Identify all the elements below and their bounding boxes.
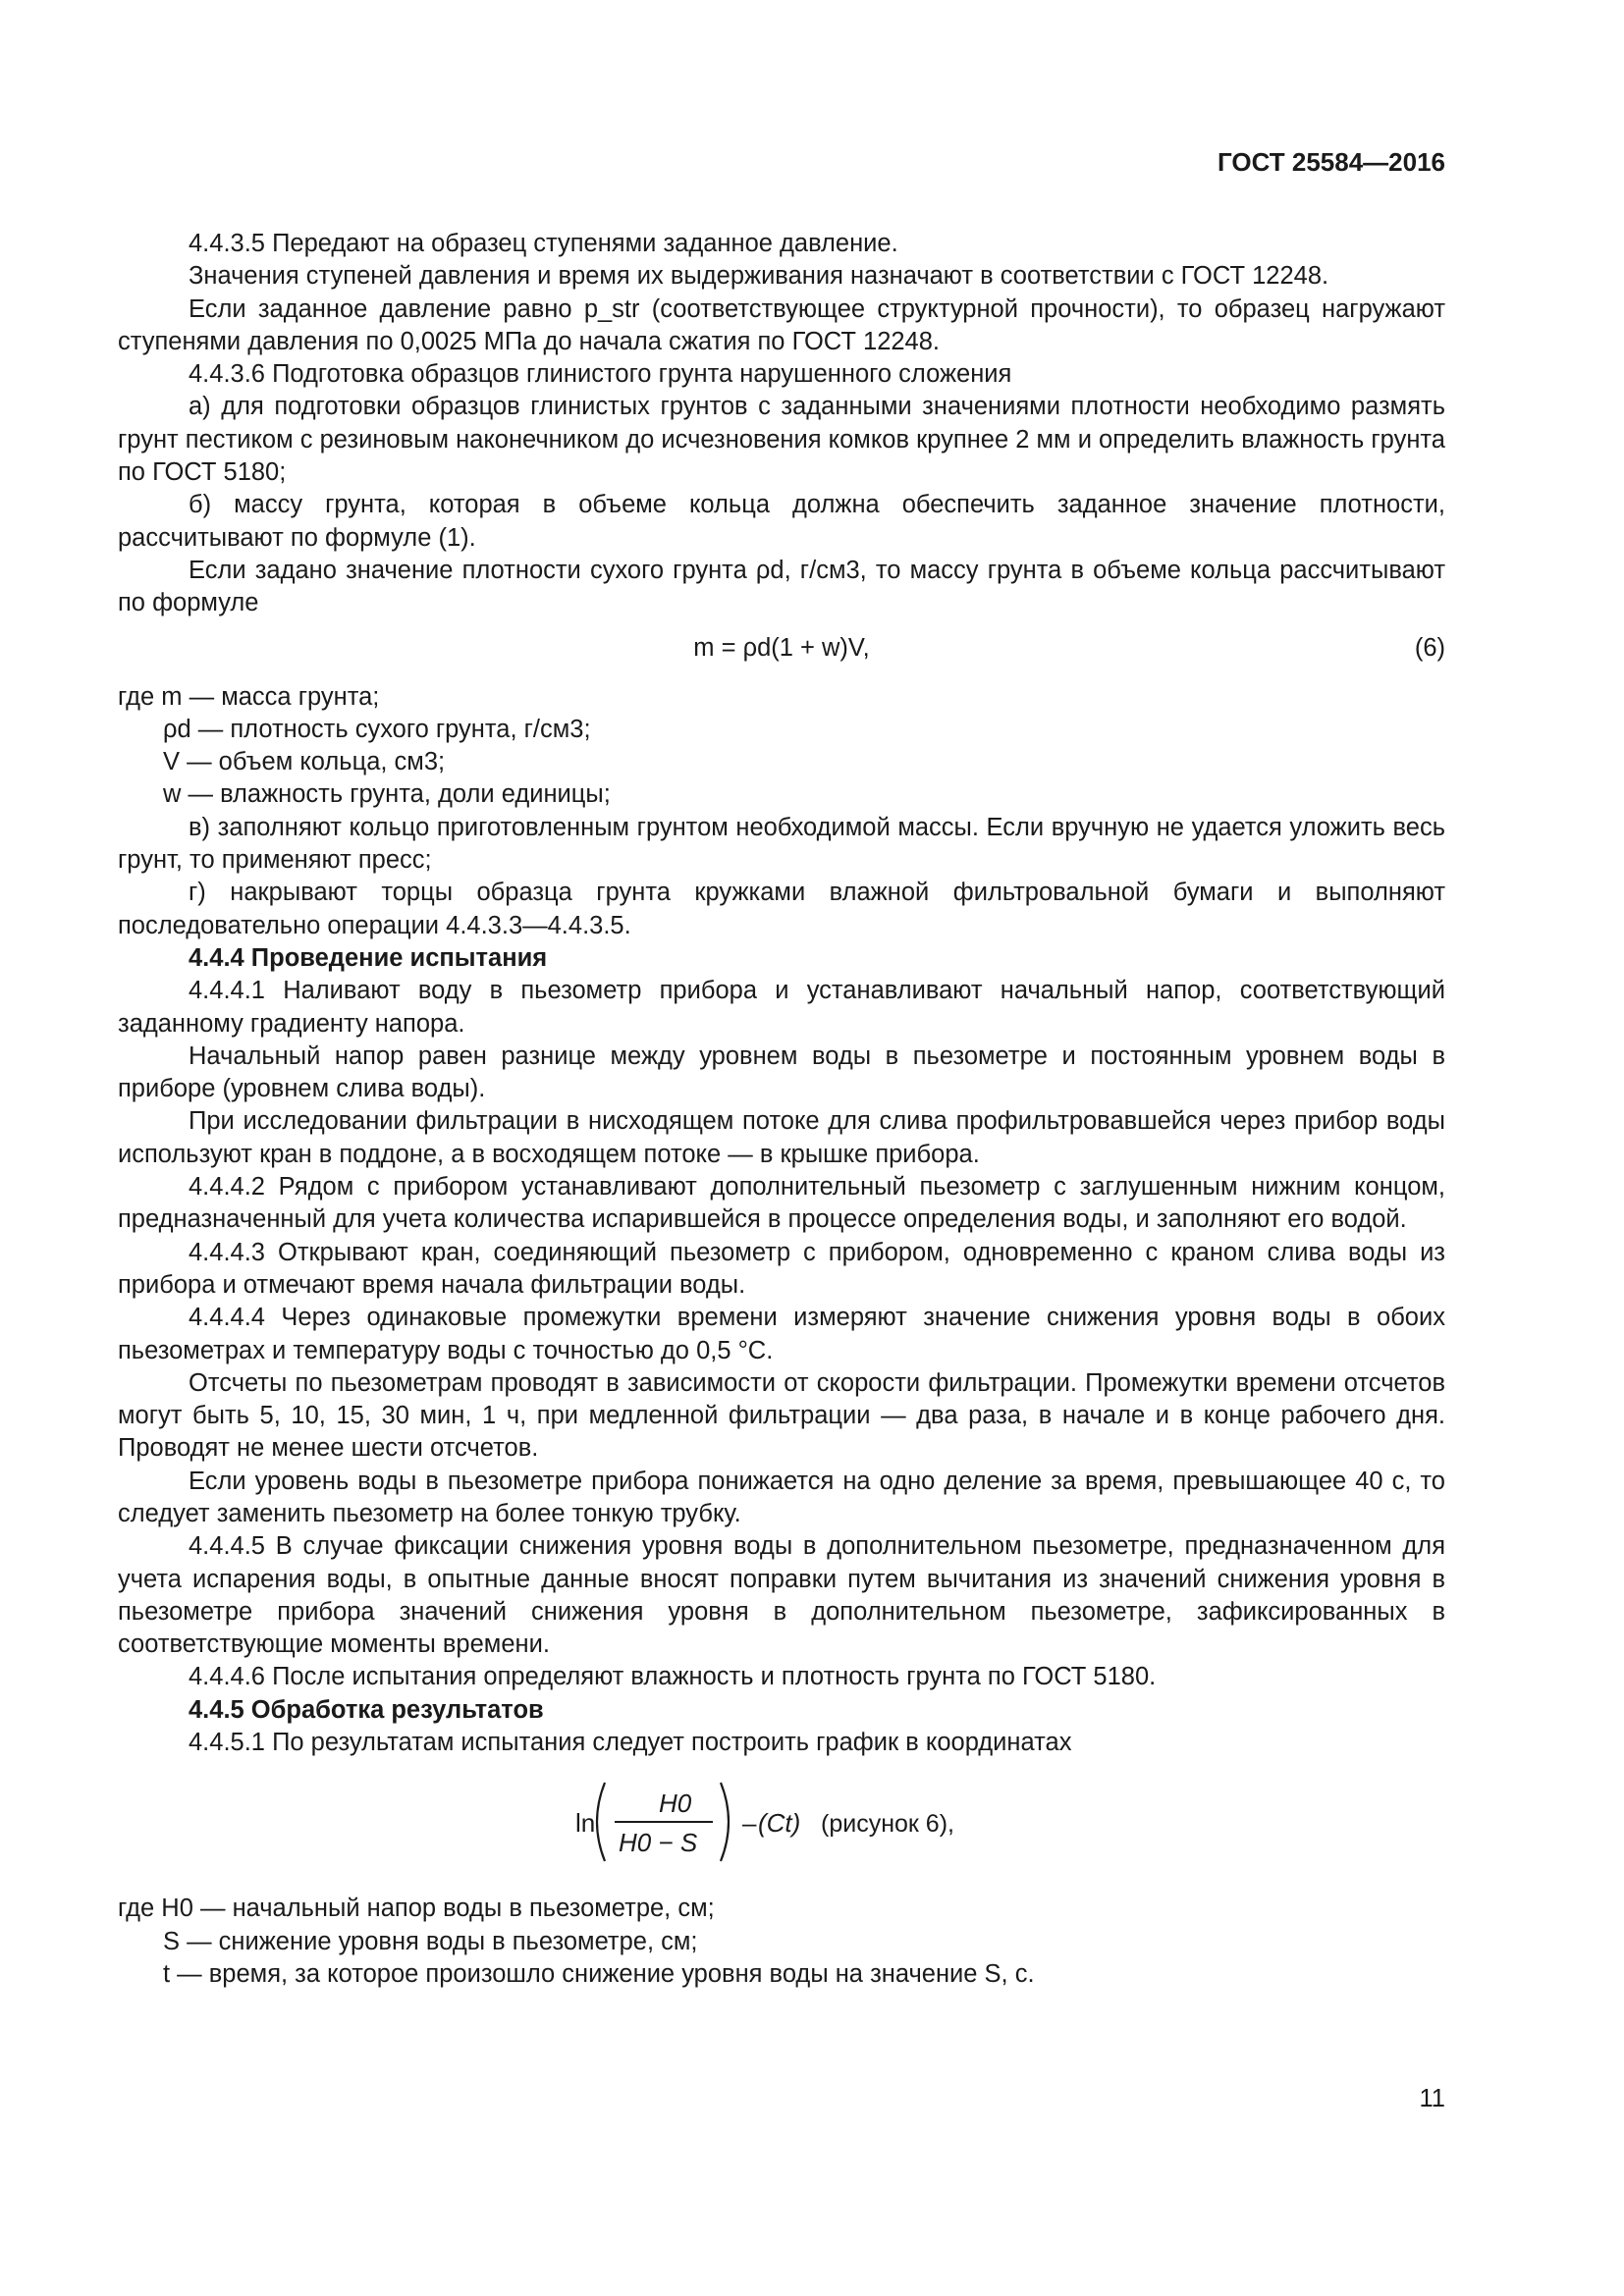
- formula-ct: (Ct): [758, 1808, 801, 1839]
- paragraph: Если заданное давление равно p_str (соответствующее структурной прочности), то образец нагружают ступенями давления по 0,0025 МПа до начала сжатия по ГОСТ 12248.: [118, 294, 1445, 355]
- formula-minus: –: [742, 1808, 757, 1839]
- paragraph: Начальный напор равен разнице между уровнем воды в пьезометре и постоянным уровнем воды в приборе (уровнем слива воды).: [118, 1041, 1445, 1103]
- paragraph: 4.4.4.3 Открывают кран, соединяющий пьезометр с прибором, одновременно с краном слива воды из прибора и отмечают время начала фильтрации воды.: [118, 1238, 1445, 1299]
- left-paren-shape: [597, 1783, 605, 1861]
- definition: S — снижение уровня воды в пьезометре, см;: [163, 1927, 698, 1955]
- paragraph: 4.4.5.1 По результатам испытания следует построить график в координатах: [189, 1729, 1072, 1757]
- formula-numerator: H0: [659, 1789, 692, 1819]
- page-body: [118, 228, 1445, 1991]
- paragraph: г) накрывают торцы образца грунта кружками влажной фильтровальной бумаги и выполняют последовательно операции 4.4.3.3—4.4.3.5.: [118, 879, 1445, 939]
- formula-ln: ln: [575, 1808, 596, 1839]
- paragraph: 4.4.4.6 После испытания определяют влажность и плотность грунта по ГОСТ 5180.: [189, 1663, 1157, 1691]
- formula-6: [118, 632, 1445, 666]
- definition: V — объем кольца, см3;: [163, 748, 446, 776]
- paragraph: б) массу грунта, которая в объеме кольца должна обеспечить заданное значение плотности, рассчитывают по формуле (1).: [118, 491, 1445, 552]
- formula-6-expression: m = ρd(1 + w)V,: [693, 633, 870, 662]
- formula-6-number: (6): [1414, 633, 1445, 662]
- section-heading: 4.4.5 Обработка результатов: [189, 1695, 544, 1724]
- paragraph: 4.4.4.2 Рядом с прибором устанавливают дополнительный пьезометр с заглушенным нижним концом, предназначенный для учета количества испарившейся в процессе определения воды, и заполняют его водой.: [118, 1173, 1445, 1234]
- definition: t — время, за которое произошло снижение уровня воды на значение S, с.: [163, 1959, 1035, 1988]
- definition: где H0 — начальный напор воды в пьезометре, см;: [118, 1895, 715, 1923]
- paragraph: а) для подготовки образцов глинистых грунтов с заданными значениями плотности необходимо размять грунт пестиком с резиновым наконечником до исчезновения комков крупнее 2 мм и определить влажность грунта по ГОСТ 5180;: [118, 393, 1445, 487]
- page-number: 11: [1419, 2085, 1445, 2112]
- paragraph: Если задано значение плотности сухого грунта ρd, г/см3, то массу грунта в объеме кольца рассчитывают по формуле: [118, 556, 1445, 617]
- formula-graph: [118, 1773, 1445, 1871]
- document-code: ГОСТ 25584—2016: [1218, 147, 1445, 177]
- paragraph: 4.4.4.1 Наливают воду в пьезометр прибора и устанавливают начальный напор, соответствующий заданному градиенту напора.: [118, 977, 1445, 1038]
- paragraph: 4.4.3.5 Передают на образец ступенями заданное давление.: [189, 230, 898, 257]
- formula-denominator: H0 − S: [619, 1828, 698, 1858]
- section-heading: 4.4.4 Проведение испытания: [189, 943, 548, 972]
- paragraph: 4.4.3.6 Подготовка образцов глинистого грунта нарушенного сложения: [189, 360, 1012, 389]
- paragraph: в) заполняют кольцо приготовленным грунтом необходимой массы. Если вручную не удается уложить весь грунт, то применяют пресс;: [118, 813, 1445, 875]
- definition: где m — масса грунта;: [118, 682, 380, 711]
- paragraph: 4.4.4.5 В случае фиксации снижения уровня воды в дополнительном пьезометре, предназначенном для учета испарения воды, в опытные данные вносят поправки путем вычитания из значений снижения уровня в пьезометре прибора значений снижения уровня в дополнительном пьезометре, зафиксированных в соответствующие моменты времени.: [118, 1532, 1445, 1659]
- paragraph: Значения ступеней давления и время их выдерживания назначают в соответствии с ГОСТ 12248.: [189, 262, 1329, 291]
- paragraph: 4.4.4.4 Через одинаковые промежутки времени измеряют значение снижения уровня воды в обоих пьезометрах и температуру воды с точностью до 0,5 °С.: [118, 1304, 1445, 1364]
- definition: ρd — плотность сухого грунта, г/см3;: [163, 715, 591, 743]
- formula-note: (рисунок 6),: [821, 1810, 954, 1839]
- right-paren-shape: [721, 1783, 729, 1861]
- paragraph: Если уровень воды в пьезометре прибора понижается на одно деление за время, превышающее 40 с, то следует заменить пьезометр на более тонкую трубку.: [118, 1467, 1445, 1527]
- paragraph: При исследовании фильтрации в нисходящем потоке для слива профильтровавшейся через прибор воды используют кран в поддоне, а в восходящем потоке — в крышке прибора.: [118, 1107, 1445, 1168]
- formula-graph-svg: [575, 1773, 988, 1871]
- paragraph: Отсчеты по пьезометрам проводят в зависимости от скорости фильтрации. Промежутки времени отсчетов могут быть 5, 10, 15, 30 мин, 1 ч, при медленной фильтрации — два раза, в начале и в конце рабочего дня. Проводят не менее шести отсчетов.: [118, 1368, 1445, 1463]
- definition: w — влажность грунта, доли единицы;: [163, 780, 611, 809]
